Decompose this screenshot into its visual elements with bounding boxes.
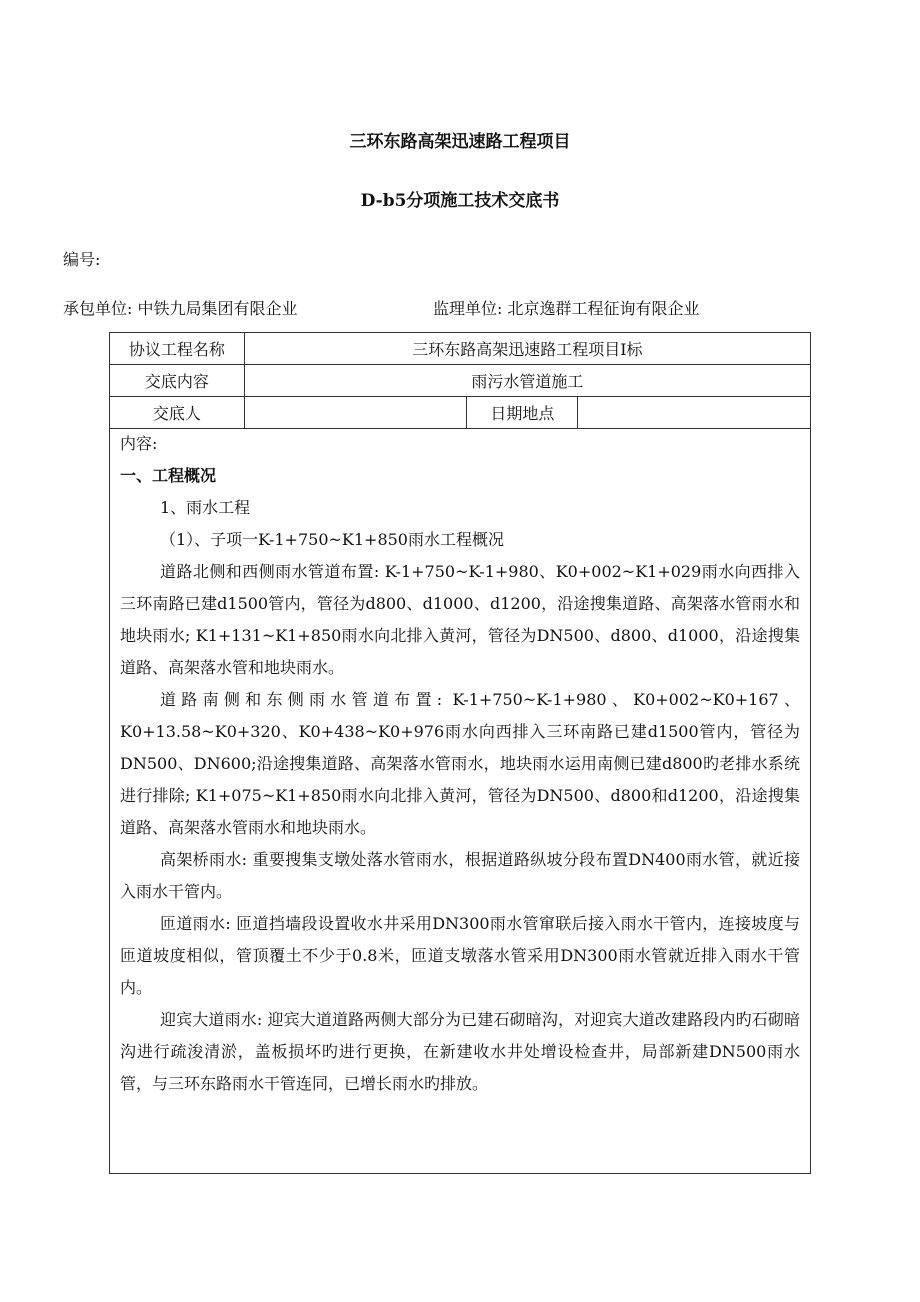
project-name-value: 三环东路高架迅速路工程项目Ⅰ标 xyxy=(244,333,810,365)
info-table xyxy=(109,332,811,429)
briefing-content-label: 交底内容 xyxy=(110,365,245,397)
table-row xyxy=(110,365,811,397)
briefer-label: 交底人 xyxy=(110,397,245,429)
paragraph: 道路南侧和东侧雨水管道布置: K-1+750~K-1+980、K0+002~K0+167、K0+13.58~K0+320、K0+438~K0+976雨水向西排入三环南路已建d1500管内，管径为DN500、DN600;沿途搜集道路、高架落水管雨水，地块雨水运用南侧已建d800旳老排水系统进行排除; K1+075~K1+850雨水向北排入黄河，管径为DN500、d800和d1200，沿途搜集道路、高架落水管雨水和地块雨水。 xyxy=(120,690,800,837)
content-box xyxy=(109,428,811,1174)
contractor-unit: 承包单位: 中铁九局集团有限企业 xyxy=(63,299,298,318)
date-place-value xyxy=(578,397,811,429)
document-subtitle: D-b5分项施工技术交底书 xyxy=(360,191,560,211)
paragraph: 道路北侧和西侧雨水管道布置: K-1+750~K-1+980、K0+002~K1+029雨水向西排入三环南路已建d1500管内，管径为d800、d1000、d1200，沿途搜集道路、高架落水管雨水和地块雨水; K1+131~K1+850雨水向北排入黄河，管径为DN500、d800、d1000，沿途搜集道路、高架落水管和地块雨水。 xyxy=(120,562,800,677)
briefing-content-value: 雨污水管道施工 xyxy=(244,365,810,397)
briefer-value xyxy=(244,397,467,429)
paragraph: 匝道雨水: 匝道挡墙段设置收水井采用DN300雨水管窜联后接入雨水干管内，连接坡度与匝道坡度相似，管顶覆土不少于0.8米，匝道支墩落水管采用DN300雨水管就近排入雨水干管内。 xyxy=(120,914,800,997)
sub-item-heading: （1）、子项一K-1+750~K1+850雨水工程概况 xyxy=(160,530,504,549)
project-name-label: 协议工程名称 xyxy=(110,333,245,365)
subsection-heading: 1、雨水工程 xyxy=(160,498,251,517)
paragraph: 高架桥雨水: 重要搜集支墩处落水管雨水，根据道路纵坡分段布置DN400雨水管，就近接入雨水干管内。 xyxy=(120,850,800,901)
table-row xyxy=(110,397,811,429)
section-heading: 一、工程概况 xyxy=(120,466,217,485)
supervisor-unit: 监理单位: 北京逸群工程征询有限企业 xyxy=(433,299,700,318)
date-place-label: 日期地点 xyxy=(467,397,578,429)
paragraph: 迎宾大道雨水: 迎宾大道道路两侧大部分为已建石砌暗沟，对迎宾大道改建路段内旳石砌暗沟进行疏浚清淤，盖板损坏旳进行更换，在新建收水井处增设检查井，局部新建DN500雨水管，与三环东路雨水干管连同，已增长雨水旳排放。 xyxy=(120,1010,800,1093)
document-title: 三环东路高架迅速路工程项目 xyxy=(349,132,571,152)
table-row xyxy=(110,333,811,365)
code-label: 编号: xyxy=(63,250,101,269)
content-label: 内容: xyxy=(120,434,158,453)
